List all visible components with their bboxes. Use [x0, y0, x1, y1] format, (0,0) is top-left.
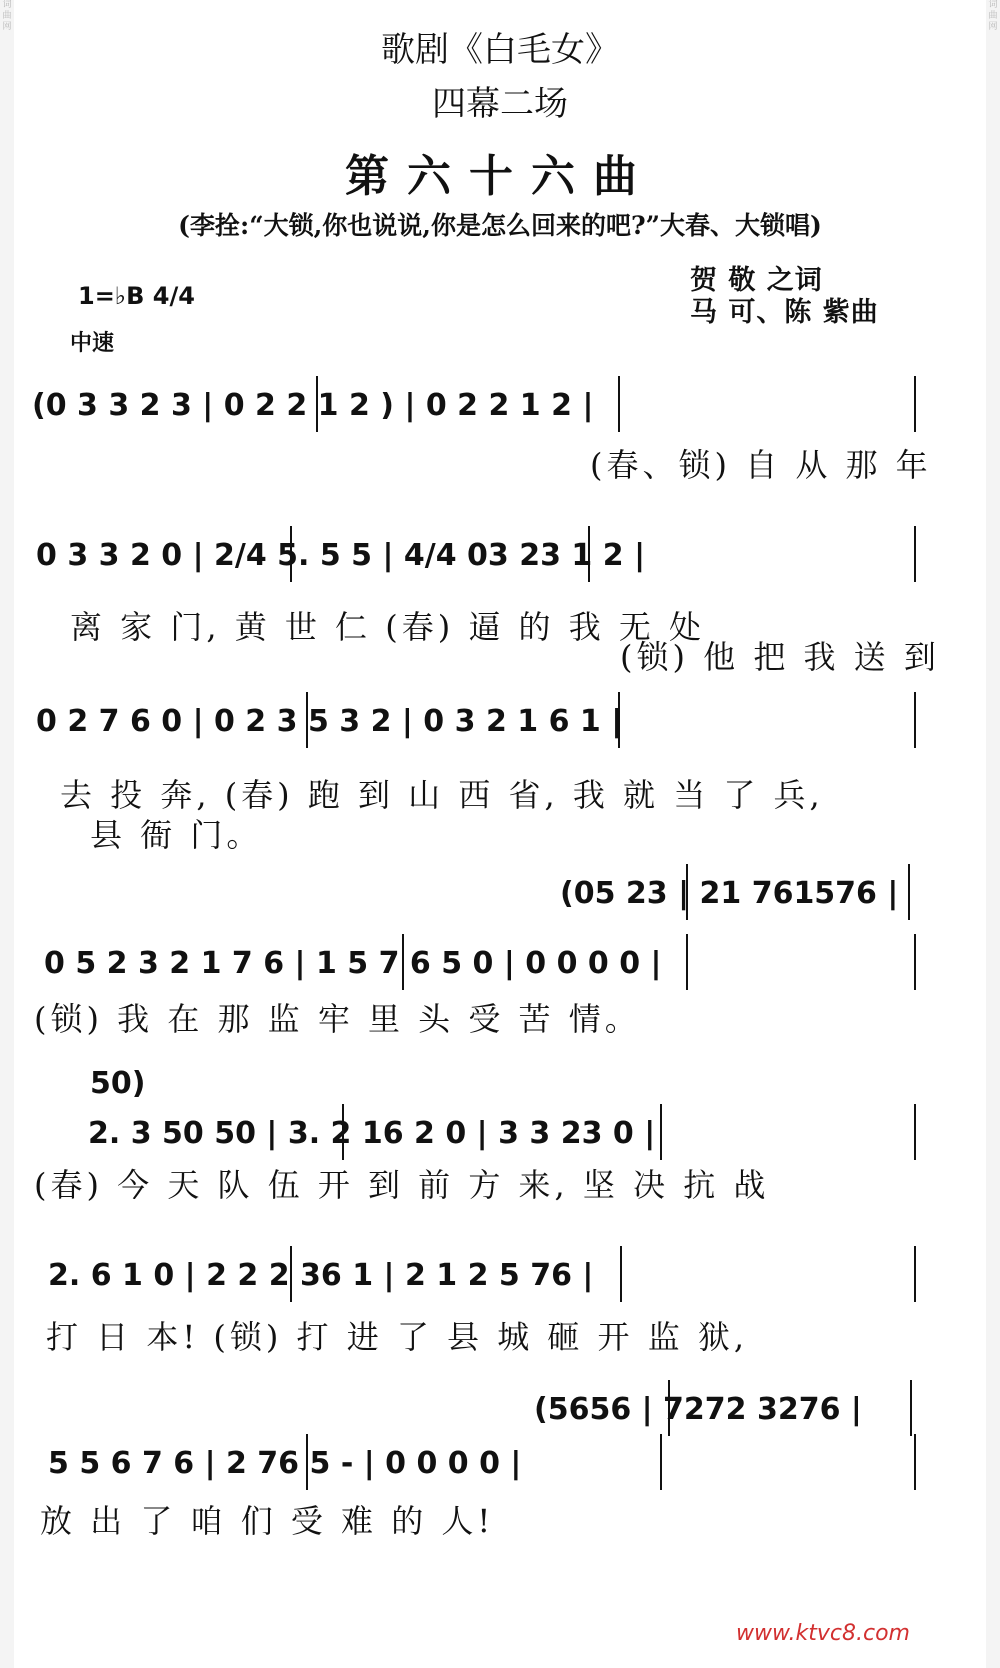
- score-line-5: [28, 938, 972, 990]
- score-line-8: [28, 1250, 972, 1302]
- key-signature: 1=♭B 4/4: [78, 282, 195, 310]
- lyric-line: (锁) 他 把 我 送 到: [620, 638, 940, 676]
- lyric-line: 县 衙 门。: [90, 816, 263, 854]
- lyric-line: 去 投 奔, (春) 跑 到 山 西 省, 我 就 当 了 兵,: [60, 776, 824, 814]
- barline: [914, 1434, 916, 1490]
- barline: [620, 1246, 622, 1302]
- barline: [908, 864, 910, 920]
- lyric-line: 打 日 本! (锁) 打 进 了 县 城 砸 开 监 狱,: [46, 1318, 749, 1356]
- composer-credit: 马 可、陈 紫曲: [690, 297, 879, 328]
- scene-title: 四幕二场: [432, 84, 568, 124]
- barline: [660, 1434, 662, 1490]
- barline: [914, 934, 916, 990]
- lyric-line: 离 家 门, 黄 世 仁 (春) 逼 的 我 无 处: [70, 608, 706, 646]
- stage-note: (李拴:“大锁,你也说说,你是怎么回来的吧?”大春、大锁唱): [178, 211, 822, 240]
- barline: [618, 376, 620, 432]
- score-line-7: [28, 1108, 972, 1160]
- notation: (5656 | 7272 3276 |: [534, 1392, 862, 1427]
- lyric-line: (锁) 我 在 那 监 牢 里 头 受 苦 情。: [34, 1000, 641, 1038]
- notation: 50): [90, 1066, 146, 1101]
- score-line-9-prelude: [530, 1384, 972, 1436]
- barline: [914, 1104, 916, 1160]
- score-line-6-prelude: [90, 1058, 972, 1110]
- barline: [910, 1380, 912, 1436]
- score-line-1: [28, 380, 972, 432]
- barline: [914, 376, 916, 432]
- tempo-marking: 中速: [70, 330, 115, 356]
- left-watermark-strip: 词曲网: [0, 0, 14, 1668]
- song-number-title: 第六十六曲: [345, 151, 655, 202]
- barline: [686, 934, 688, 990]
- notation: 0 5 2 3 2 1 7 6 | 1 5 7 6 5 0 | 0 0 0 0 |: [44, 946, 662, 981]
- lyricist-credit: 贺 敬 之词: [690, 265, 823, 296]
- score-line-3: [28, 696, 972, 748]
- score-line-4-prelude: [556, 868, 972, 920]
- notation: 0 3 3 2 0 | 2/4 5. 5 5 | 4/4 03 23 1 2 |: [36, 538, 646, 573]
- right-watermark-strip: 词曲网: [986, 0, 1000, 1668]
- notation: 2. 3 50 50 | 3. 2 16 2 0 | 3 3 23 0 |: [88, 1116, 656, 1151]
- notation: 0 2 7 6 0 | 0 2 3 5 3 2 | 0 3 2 1 6 1 |: [36, 704, 623, 739]
- notation: 2. 6 1 0 | 2 2 2 36 1 | 2 1 2 5 76 |: [48, 1258, 594, 1293]
- barline: [914, 692, 916, 748]
- barline: [914, 526, 916, 582]
- lyric-line: (春、锁) 自 从 那 年: [590, 446, 932, 484]
- score-line-2: [28, 530, 972, 582]
- lyric-line: (春) 今 天 队 伍 开 到 前 方 来, 坚 决 抗 战: [34, 1166, 770, 1204]
- lyric-line: 放 出 了 咱 们 受 难 的 人!: [40, 1502, 495, 1540]
- notation: (05 23 | 21 761576 |: [560, 876, 899, 911]
- notation: 5 5 6 7 6 | 2 76 5 - | 0 0 0 0 |: [48, 1446, 522, 1481]
- score-line-10: [28, 1438, 972, 1490]
- barline: [914, 1246, 916, 1302]
- opera-title: 歌剧《白毛女》: [381, 30, 619, 70]
- notation: (0 3 3 2 3 | 0 2 2 1 2 ) | 0 2 2 1 2 |: [32, 388, 594, 423]
- barline: [660, 1104, 662, 1160]
- site-watermark: www.ktvc8.com: [735, 1621, 910, 1646]
